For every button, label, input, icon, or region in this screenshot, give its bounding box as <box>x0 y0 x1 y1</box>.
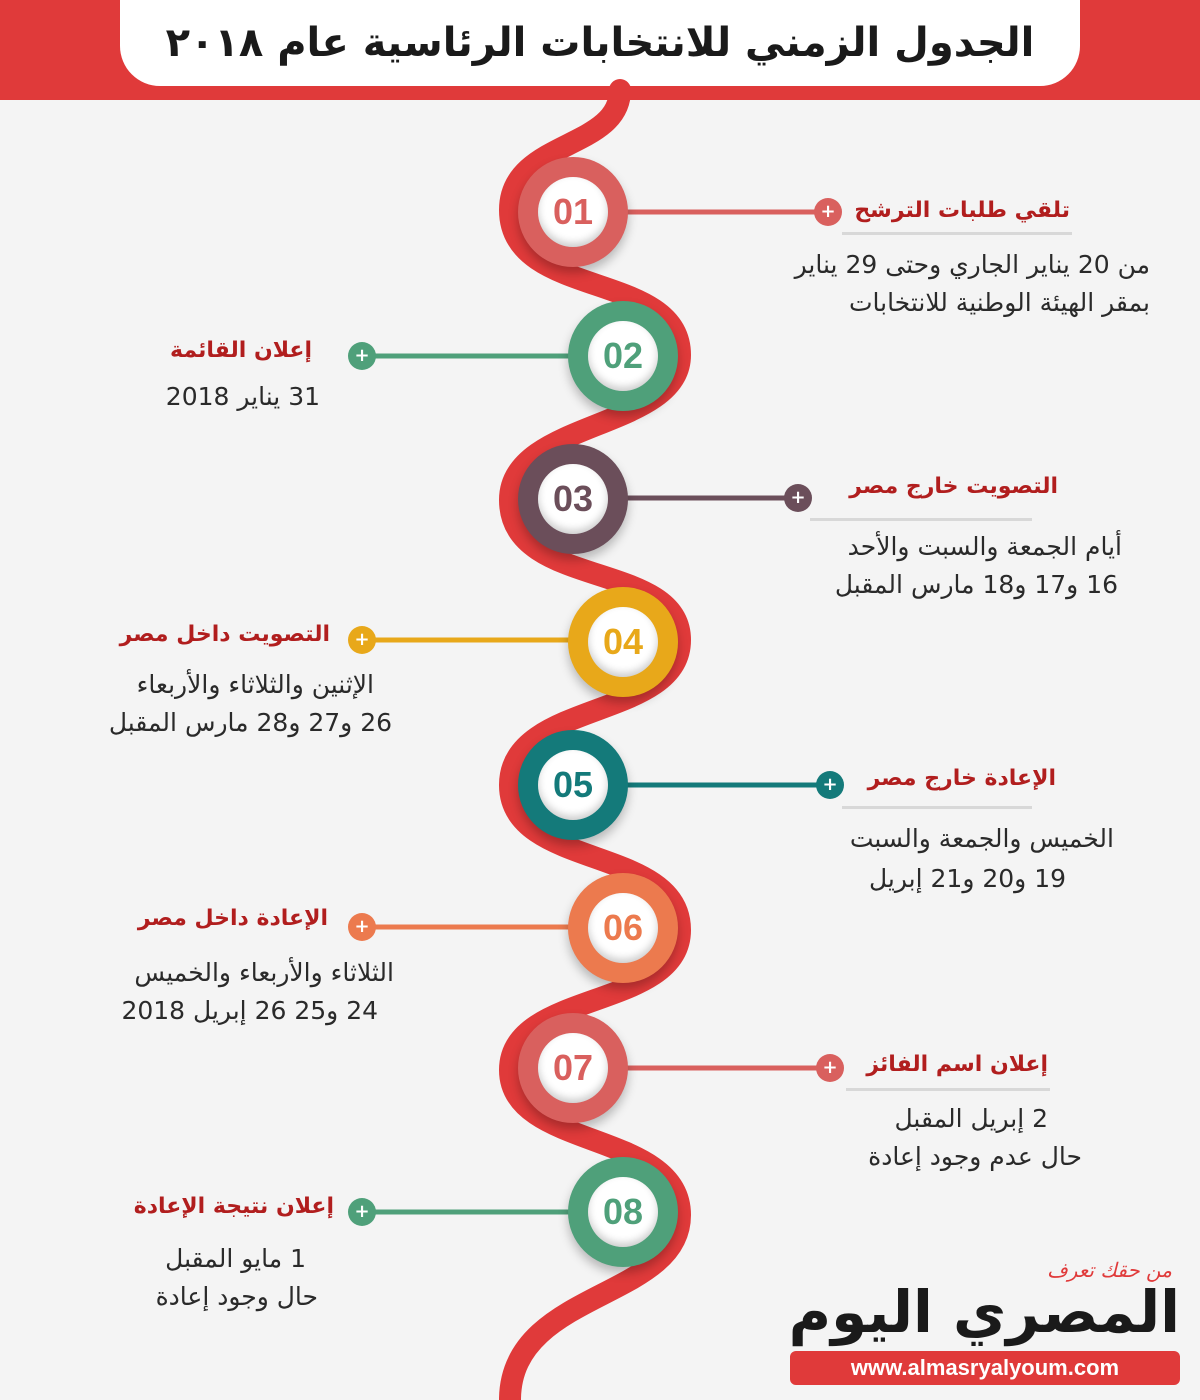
step-1-line1: من 20 يناير الجاري وحتى 29 يناير <box>794 250 1150 279</box>
step-1-node <box>518 157 628 267</box>
step-3-title: التصويت خارج مصر <box>849 474 1058 499</box>
step-3-line1: أيام الجمعة والسبت والأحد <box>847 532 1122 561</box>
logo-name: المصري اليوم <box>788 1278 1180 1346</box>
step-4-line1: الإثنين والثلاثاء والأربعاء <box>136 670 374 699</box>
step-7-underline <box>846 1088 1050 1091</box>
step-8-line1: 1 مايو المقبل <box>165 1244 306 1273</box>
step-4-plus-icon[interactable]: + <box>348 626 376 654</box>
step-6-line2: 24 و25 26 إبريل 2018 <box>121 996 378 1025</box>
step-1-plus-icon[interactable]: + <box>814 198 842 226</box>
step-8-plus-icon[interactable]: + <box>348 1198 376 1226</box>
logo-url[interactable]: www.almasryalyoum.com <box>790 1351 1180 1385</box>
step-8-line2: حال وجود إعادة <box>155 1282 318 1311</box>
step-7-line1: 2 إبريل المقبل <box>894 1104 1048 1133</box>
step-5-line2: 19 و20 و21 إبريل <box>868 864 1066 893</box>
step-5-node <box>518 730 628 840</box>
step-4-line2: 26 و27 و28 مارس المقبل <box>108 708 392 737</box>
step-1-underline <box>842 232 1072 235</box>
step-6-plus-icon[interactable]: + <box>348 913 376 941</box>
brand-logo <box>788 1258 1180 1385</box>
step-6-node <box>568 873 678 983</box>
step-4-number: 04 <box>588 607 658 677</box>
step-7-plus-icon[interactable]: + <box>816 1054 844 1082</box>
step-3-number: 03 <box>538 464 608 534</box>
step-1-number: 01 <box>538 177 608 247</box>
step-2-title: إعلان القائمة <box>170 338 312 363</box>
step-5-number: 05 <box>538 750 608 820</box>
page-title: الجدول الزمني للانتخابات الرئاسية عام ٢٠١٨ <box>165 20 1035 66</box>
step-7-number: 07 <box>538 1033 608 1103</box>
step-8-node <box>568 1157 678 1267</box>
step-5-underline <box>842 806 1032 809</box>
step-1-line2: بمقر الهيئة الوطنية للانتخابات <box>848 288 1150 317</box>
logo-tagline: من حقك تعرف <box>1047 1258 1172 1282</box>
step-3-underline <box>810 518 1032 521</box>
step-7-node <box>518 1013 628 1123</box>
step-4-title: التصويت داخل مصر <box>119 622 330 647</box>
step-3-plus-icon[interactable]: + <box>784 484 812 512</box>
step-6-number: 06 <box>588 893 658 963</box>
step-3-line2: 16 و17 و18 مارس المقبل <box>834 570 1118 599</box>
step-4-node <box>568 587 678 697</box>
step-7-line2: حال عدم وجود إعادة <box>868 1142 1082 1171</box>
step-5-line1: الخميس والجمعة والسبت <box>849 824 1114 853</box>
step-1-title: تلقي طلبات الترشح <box>854 198 1070 223</box>
step-8-title: إعلان نتيجة الإعادة <box>133 1194 334 1219</box>
step-2-node <box>568 301 678 411</box>
step-3-node <box>518 444 628 554</box>
step-8-number: 08 <box>588 1177 658 1247</box>
step-6-line1: الثلاثاء والأربعاء والخميس <box>134 958 394 987</box>
step-6-title: الإعادة داخل مصر <box>137 906 328 931</box>
step-5-title: الإعادة خارج مصر <box>867 766 1056 791</box>
step-7-title: إعلان اسم الفائز <box>866 1052 1048 1077</box>
step-2-line1: 31 يناير 2018 <box>165 382 320 411</box>
step-2-number: 02 <box>588 321 658 391</box>
step-5-plus-icon[interactable]: + <box>816 771 844 799</box>
step-2-plus-icon[interactable]: + <box>348 342 376 370</box>
